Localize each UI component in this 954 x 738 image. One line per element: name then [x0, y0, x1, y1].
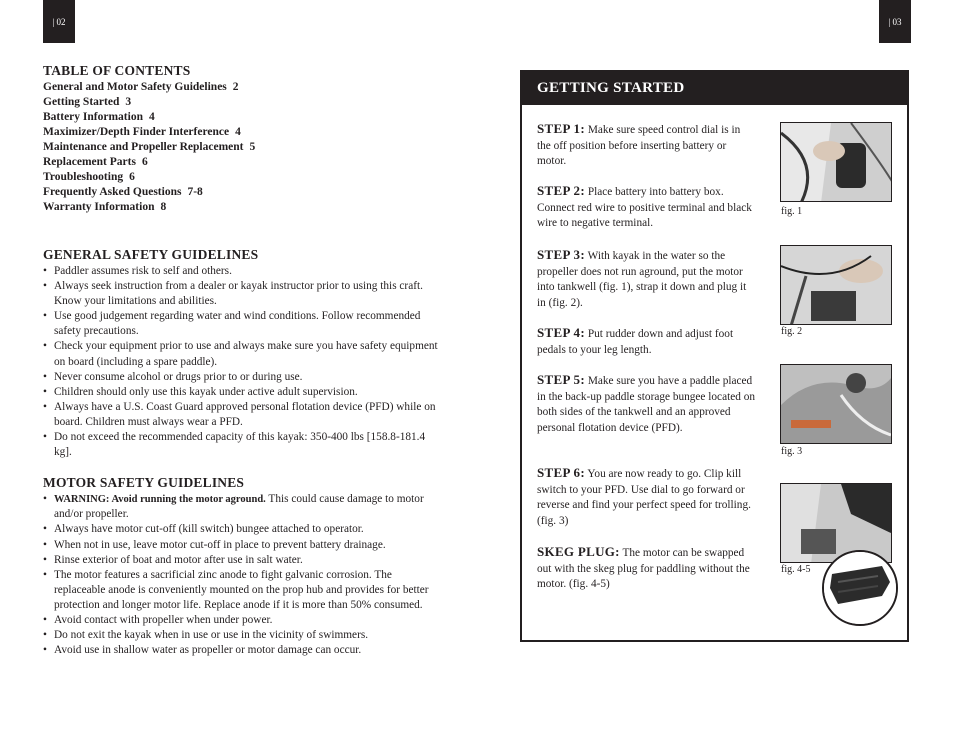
motor-safety-list — [43, 492, 443, 658]
step-3 — [537, 247, 755, 311]
toc-item — [43, 140, 443, 155]
toc-item-label: General and Motor Safety Guidelines — [43, 81, 227, 93]
step-label: STEP 4: — [537, 325, 585, 340]
list-item: • Always have motor cut-off (kill switch) bungee attached to operator. — [43, 522, 443, 537]
figure-5-skeg-plug-photo — [822, 550, 898, 626]
figure-3-photo — [780, 364, 892, 444]
toc-item-page: 3 — [125, 96, 132, 108]
getting-started-box — [520, 70, 909, 642]
list-item: • Paddler assumes risk to self and others. — [43, 264, 443, 279]
left-page-content — [43, 62, 443, 658]
toc-item-page: 4 — [235, 126, 241, 138]
figure-4-5-caption: fig. 4-5 — [781, 564, 811, 575]
figure-2-photo — [780, 245, 892, 325]
step-7 — [537, 544, 755, 593]
toc-item-label: Frequently Asked Questions — [43, 186, 182, 198]
step-label: STEP 1: — [537, 121, 585, 136]
step-label: SKEG PLUG: — [537, 544, 620, 559]
toc-item-page: 6 — [141, 156, 148, 168]
toc-item-label: Troubleshooting — [43, 171, 124, 183]
list-item: • Always have a U.S. Coast Guard approved personal flotation device (PFD) while on board. Children must always wear a PFD. — [43, 400, 443, 430]
toc-item — [43, 80, 443, 95]
list-item: • Check your equipment prior to use and always make sure you have safety equipment on board (including a spare paddle). — [43, 339, 443, 369]
list-item: • Always seek instruction from a dealer or kayak instructor prior to using this craft. Know your limitations and abilities. — [43, 279, 443, 309]
toc-item — [43, 155, 443, 170]
step-text: Make sure speed control dial is in the off position before inserting battery or motor. — [537, 124, 741, 168]
warning-text: WARNING: Avoid running the motor aground. — [54, 494, 266, 506]
motor-safety-section — [43, 474, 443, 658]
step-label: STEP 3: — [537, 247, 585, 262]
figure-1-photo — [780, 122, 892, 202]
step-5 — [537, 372, 755, 436]
toc-item-label: Maintenance and Propeller Replacement — [43, 141, 244, 153]
step-text: The motor can be swapped out with the skeg plug for paddling without the motor. (fig. 4-5) — [537, 547, 750, 591]
toc-item-page: 7-8 — [187, 186, 203, 198]
toc-item — [43, 185, 443, 200]
list-item: • Avoid use in shallow water as propeller or motor damage can occur. — [43, 643, 443, 658]
step-2 — [537, 183, 755, 232]
toc-item — [43, 170, 443, 185]
toc-item-page: 4 — [148, 111, 155, 123]
toc-item-label: Getting Started — [43, 96, 120, 108]
warning-detail: This could cause damage to motor and/or propeller. — [54, 493, 424, 521]
step-text: Put rudder down and adjust foot pedals to your leg length. — [537, 328, 734, 356]
toc-item-label: Replacement Parts — [43, 156, 136, 168]
toc-item — [43, 95, 443, 110]
step-4 — [537, 325, 755, 358]
toc-item-label: Warranty Information — [43, 201, 155, 213]
toc-item-page: 6 — [129, 171, 135, 183]
toc-item — [43, 110, 443, 125]
list-item: • Avoid contact with propeller when under power. — [43, 613, 443, 628]
page-number-right: | 03 — [879, 0, 911, 43]
step-text: You are now ready to go. Clip kill switch to your PFD. Use dial to go forward or reverse and find your perfect speed for trolling. (fig. 3) — [537, 468, 751, 527]
general-safety-section — [43, 246, 443, 460]
figure-2-caption: fig. 2 — [781, 326, 803, 337]
toc-item-page: 5 — [249, 141, 256, 153]
step-1 — [537, 121, 755, 170]
figure-4-photo — [780, 483, 892, 563]
step-label: STEP 6: — [537, 465, 585, 480]
motor-safety-heading: MOTOR SAFETY GUIDELINES — [43, 475, 245, 491]
list-item: • Children should only use this kayak under active adult supervision. — [43, 385, 443, 400]
toc-item-page: 2 — [232, 81, 239, 93]
figure-1-caption: fig. 1 — [781, 206, 803, 217]
toc-item-label: Maximizer/Depth Finder Interference — [43, 126, 230, 138]
step-text: Make sure you have a paddle placed in the back-up paddle storage bungee located on both sides of the tankwell and an approved personal flotation device (PFD). — [537, 375, 756, 434]
getting-started-heading: GETTING STARTED — [522, 72, 907, 105]
general-safety-heading: GENERAL SAFETY GUIDELINES — [43, 247, 259, 262]
table-of-contents — [43, 62, 443, 215]
toc-list — [43, 80, 443, 215]
figure-3-caption: fig. 3 — [781, 446, 803, 457]
step-6 — [537, 465, 755, 529]
general-safety-list — [43, 264, 443, 460]
list-item: • Do not exceed the recommended capacity of this kayak: 350-400 lbs [158.8-181.4 kg]. — [43, 430, 443, 460]
list-item: • When not in use, leave motor cut-off in place to prevent battery drainage. — [43, 538, 443, 553]
toc-item — [43, 200, 443, 215]
list-item: • Never consume alcohol or drugs prior to or during use. — [43, 370, 443, 385]
toc-item-page: 8 — [160, 201, 167, 213]
toc-item — [43, 125, 443, 140]
step-text: Place battery into battery box. Connect red wire to positive terminal and black wire to negative terminal. — [537, 186, 752, 230]
page-number-left: | 02 — [43, 0, 75, 43]
list-item: • Use good judgement regarding water and wind conditions. Follow recommended safety precautions. — [43, 309, 443, 339]
list-item: • The motor features a sacrificial zinc anode to fight galvanic corrosion. The replaceable anode is conveniently mounted on the prop hub and provides for better protection and longer motor life. Replace anode if it is more than 50% consumed. — [43, 568, 443, 613]
list-item — [43, 492, 443, 522]
list-item: • Do not exit the kayak when in use or use in the vicinity of swimmers. — [43, 628, 443, 643]
toc-item-label: Battery Information — [43, 111, 143, 123]
step-label: STEP 2: — [537, 183, 585, 198]
list-item: • Rinse exterior of boat and motor after use in salt water. — [43, 553, 443, 568]
step-text: With kayak in the water so the propeller does not run aground, put the motor into tankwell (fig. 1), strap it down and plug it in (fig. 2). — [537, 250, 747, 309]
step-label: STEP 5: — [537, 372, 585, 387]
toc-heading: TABLE OF CONTENTS — [43, 63, 191, 78]
